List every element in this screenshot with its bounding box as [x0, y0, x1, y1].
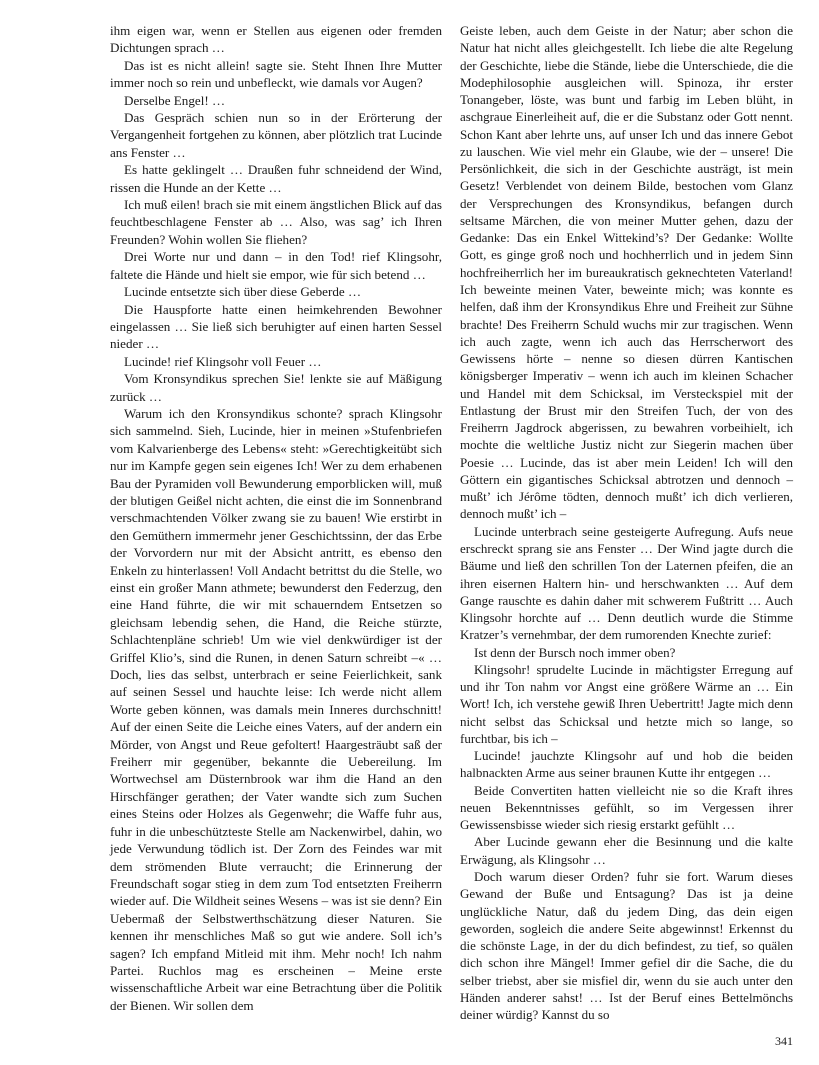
paragraph: Lucinde! jauchzte Klingsohr auf und hob die beiden halbnackten Arme aus seiner braunen Kutte ihr entgegen …	[460, 748, 793, 781]
paragraph: Klingsohr! sprudelte Lucinde in mächtigster Erregung auf und ihr Ton nahm vor Angst eine größere Wärme an … Ein Wort! Ich, ich verstehe gewiß Ihren Uebertritt! Jagte mich denn nicht selbst das Schicksal und hetzte mich so lange, so furchtbar, bis ich –	[460, 661, 793, 746]
page-number: 341	[775, 1034, 793, 1048]
paragraph: Aber Lucinde gewann eher die Besinnung und die kalte Erwägung, als Klingsohr …	[460, 834, 793, 867]
paragraph: Das ist es nicht allein! sagte sie. Steht Ihnen Ihre Mutter immer noch so rein und unbefleckt, wie damals vor Augen?	[110, 57, 442, 91]
paragraph: Derselbe Engel! …	[124, 92, 226, 108]
paragraph: Warum ich den Kronsyndikus schonte? sprach Klingsohr sich sammelnd. Sieh, Lucinde, hier in meinen »Stufenbriefen vom Kalvarienberge des Lebens« steht: »Gerechtigkeitübt sich nur im Kampfe gegen sein eigenes Ich! Wer zu dem erhabenen Bau der Pyramiden voll Bewunderung emporblicken will, muß der blutigen Geißel nicht achten, die einst die im Sonnenbrand verschmachtenden Völker zwang sie zu bauen! Wie erstirbt in den Gemüthern immermehr jener Geschichtssinn, der das Erbe der Vorvordern nur mit der Absicht antritt, es ebenso den Enkeln zu hinterlassen! Voll Andacht betrittst du die Stelle, wo einst ein großer Mann athmete; bewunderst den Federzug, den eine Hand führte, die wir mit schauerndem Entsetzen so gleichsam lebendig sehen, die Hand, die Reiche stürzte, Schlachtenpläne schrieb! Um wie viel denkwürdiger ist der Griffel Klio’s, sind die Runen, in denen Saturn schreibt –« … Doch, lies das selbst, unterbrach er seine Feierlichkeit, sank auf seinen Sessel und hauchte leise: Ich werde nicht allem Worte geben können, was damals mein Inneres durchschnitt! Auf der einen Seite die Leiche eines Vaters, auf der andern ein Mörder, von Angst und Reue gefoltert! Haargesträubt saß der Freiherr mir gegenüber, bekannte die Uebereilung. Im Wortwechsel am Düsternbrook war ihm die Hand an den Hirschfänger gerathen; der Vater wandte sich zum Suchen eines Steins oder Holzes als Gegenwehr; die Waffe fuhr aus, fuhr in die unbeschützteste Stelle am Nackenwirbel, dahin, wo jede Verwundung tödlich ist. Der Zorn des Feindes war mit dem strömenden Blute verraucht; die Erinnerung der Freundschaft sogar stieg in dem zum Tod entsetzten Freiherrn wieder auf. Die Wildheit seines Wesens – was ist sie denn? Ein Uebermaß der Selbstwerthschätzung dieser Naturen. Sie kennen ihr menschliches Maß so gut wie andere. Soll ich’s sagen? Ich empfand Mitleid mit ihm. Mehr noch! Ich nahm Partei. Ruchlos mag es erscheinen – Meine erste wissenschaftliche Arbeit war eine Betrachtung über die Politik der Bienen. Wir sollen dem	[110, 405, 442, 1013]
paragraph: ihm eigen war, wenn er Stellen aus eigenen oder fremden Dichtungen sprach …	[110, 23, 442, 56]
paragraph: Vom Kronsyndikus sprechen Sie! lenkte sie auf Mäßigung zurück …	[110, 371, 442, 404]
paragraph: Doch warum dieser Orden? fuhr sie fort. Warum dieses Gewand der Buße und Entsagung? Das ist ja deine unglückliche Natur, daß du jedem Ding, das dein eigen geworden, sogleich die andere Seite abgewinnst! Erkennst du die schönste Lage, in der du dich befindest, zu tief, so quälen dich schon ihre Mängel! Immer gefiel dir die Sache, die du selber triebst, aber sie misfiel dir, wenn du sie auch unter den Händen anderer sahst! … Ist der Beruf eines Bettelmönchs deiner würdig? Kannst du so	[460, 869, 793, 1023]
paragraph: Drei Worte nur und dann – in den Tod! rief Klingsohr, faltete die Hände und hielt sie empor, wie für sich betend …	[110, 249, 442, 282]
text-column-right	[460, 22, 793, 1023]
paragraph: Lucinde! rief Klingsohr voll Feuer …	[124, 353, 322, 369]
paragraph: Die Hauspforte hatte einen heimkehrenden Bewohner eingelassen … Sie ließ sich beruhigter auf einen harten Sessel nieder …	[110, 301, 442, 352]
paragraph: Es hatte geklingelt … Draußen fuhr schneidend der Wind, rissen die Hunde an der Kette …	[110, 162, 442, 195]
paragraph: Geiste leben, auch dem Geiste in der Natur; aber schon die Natur hat nicht alles gleichgestellt. Ich liebe die alte Regelung der Geschichte, liebe die Stände, liebe die Unterschiede, die die Modephilosophie ausgleichen will. Spinoza, ihr erster Tonangeber, löste, was bunt und farbig im Leben blüht, in aschgraue Einerleiheit auf, die er die Substanz oder Gott nennt. Schon Kant aber lehrte uns, auf unser Ich und das innere Gebot zu lauschen. Wie viel mehr ein Glaube, wie der – unsere! Die Persönlichkeit, die sich in der Geschichte austrägt, ist mein Gesetz! Verblendet von deinem Bilde, bestochen vom Glanz der Versprechungen des Kronsyndikus, befangen durch seltsame Märchen, die von meiner Mutter gehen, dazu der Gedanke: Das ein Enkel Wittekind’s? Der Gedanke: Wollte Gott, es ginge groß noch und hochherrlich und in jedem Sinn hochfreiherrlich her im bureaukratisch geknechteten Vaterland! Ich beweinte meinen Vater, beweinte mich; was konnte es helfen, daß ihm der Kronsyndikus Ehre und Freiheit zur Sühne brachte! Des Freiherrn Schuld wuchs mir zur tragischen. Wenn ich auch zagte, wenn ich auch das Herrscherwort des Gewissens hörte – nenne so diesen dürren Kantischen königsberger Imperativ – wenn ich auch im kleinen Schacher und Handel mit dem Schicksal, im Versteckspiel mit der Entlastung der Brust mir den Streifen Tuch, der von des Freiherrn Jagdrock abgerissen, zu bewahren vorbeihielt, ich mochte die weltliche Justiz nicht zur Siegerin machen über Poesie … Lucinde, das ist aber mein Leiden! Ich will den Göttern ein gigantisches Schicksal abtrotzen und dennoch – mußt’ ich Jérôme tödten, dennoch mußt’ ich dich verlieren, dennoch mußt’ ich –	[460, 23, 793, 522]
paragraph: Beide Convertiten hatten vielleicht nie so die Kraft ihres neuen Bekenntnisses gefühlt, so im Vergessen ihrer Gewissensbisse wieder sich riesig erstarkt gefühlt …	[460, 782, 793, 833]
paragraph: Ich muß eilen! brach sie mit einem ängstlichen Blick auf das feuchtbeschlagene Fenster ab … Also, was sag’ ich Ihren Freunden? Wohin wollen Sie fliehen?	[110, 197, 442, 247]
text-column-left	[110, 22, 442, 1014]
paragraph: Das Gespräch schien nun so in der Erörterung der Vergangenheit fortgehen zu können, aber plötzlich trat Lucinde ans Fenster …	[110, 110, 442, 160]
paragraph: Ist denn der Bursch noch immer oben?	[474, 644, 676, 660]
paragraph: Lucinde unterbrach seine gesteigerte Aufregung. Aufs neue erschreckt sprang sie ans Fenster … Der Wind jagte durch die Bäume und ließ den schrillen Ton der Laternen pfeifen, die an ihren eisernen Haltern hin- und herschwankten … Auf dem Gange rauschte es dahin daher mit schwerem Fußtritt … Auch Klingsohr horchte auf … Denn deutlich wurde die Stimme Kratzer’s vernehmbar, der dem rumorenden Knechte zurief:	[460, 523, 793, 643]
paragraph: Lucinde entsetzte sich über diese Geberde …	[124, 284, 362, 300]
